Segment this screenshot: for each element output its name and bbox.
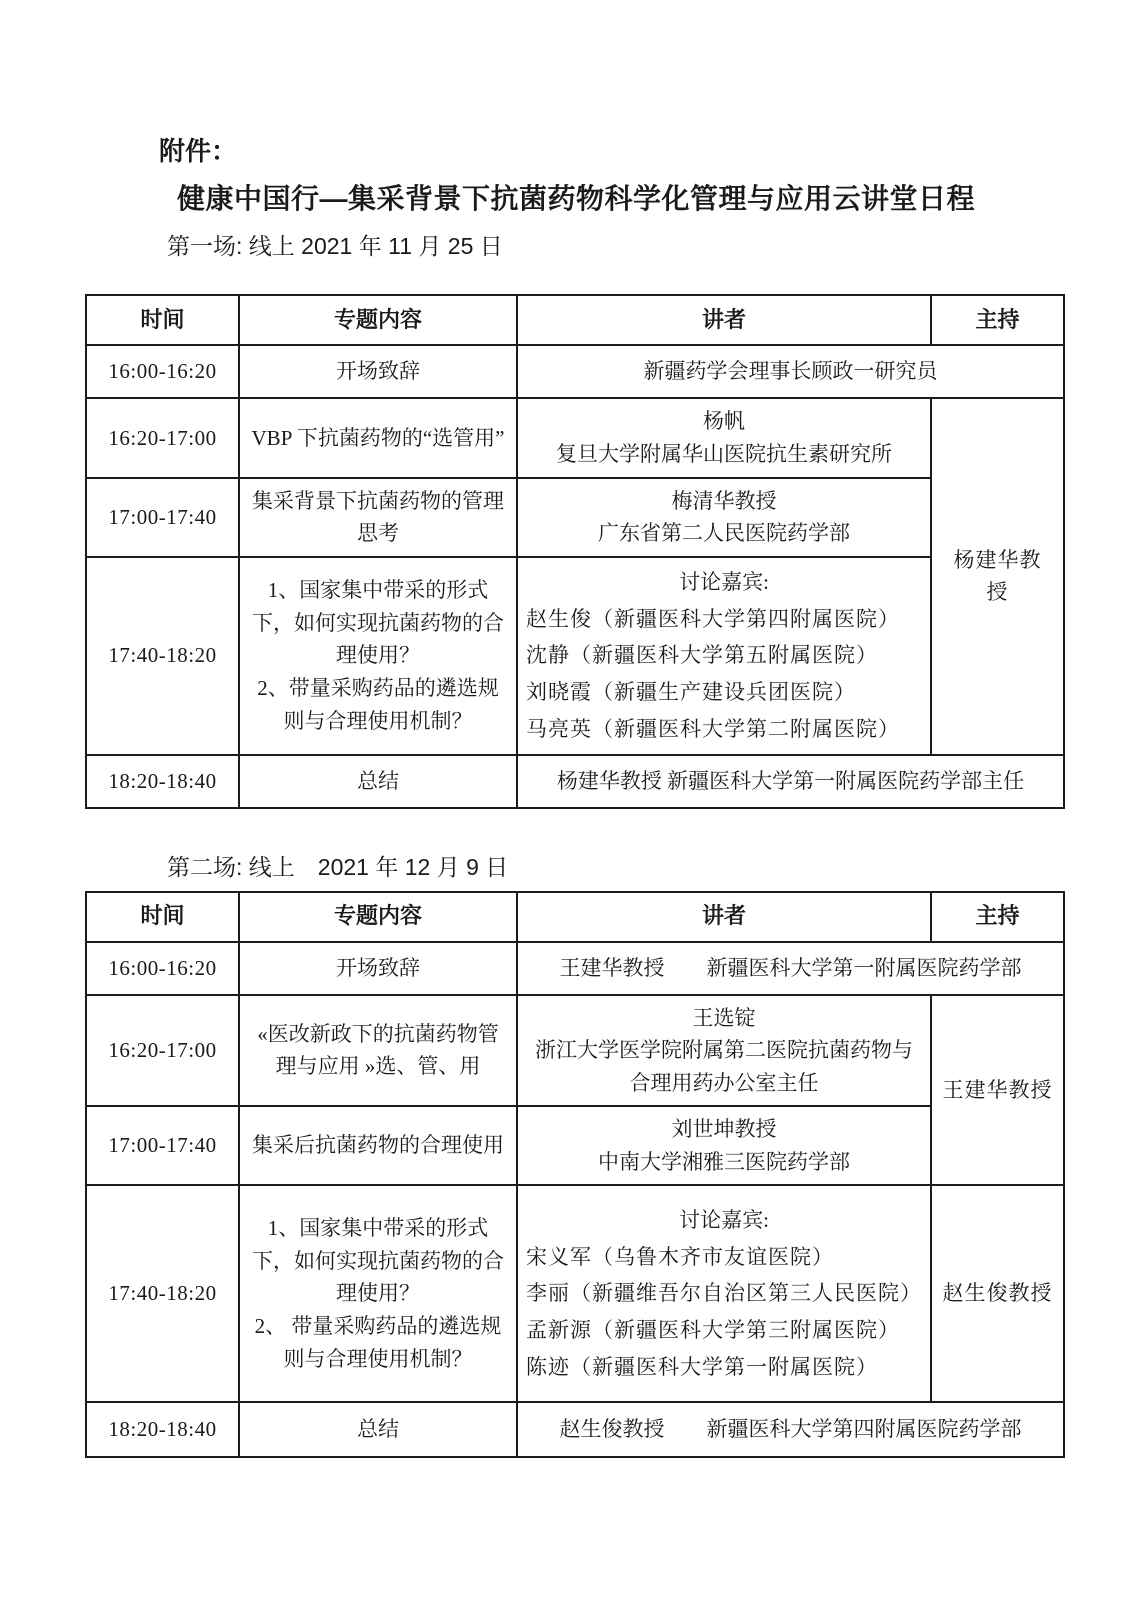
speaker-cell: 杨建华教授 新疆医科大学第一附属医院药学部主任 (517, 755, 1064, 808)
table-row (86, 1106, 1064, 1185)
host-cell: 赵生俊教授 (931, 1185, 1064, 1402)
table-row (86, 755, 1064, 808)
discussion-guests-label: 讨论嘉宾: (679, 569, 769, 594)
header-cell-topic: 专题内容 (239, 892, 517, 942)
topic-cell: VBP 下抗菌药物的“选管用” (239, 398, 517, 478)
speaker-name: 梅清华教授 (671, 488, 777, 513)
header-cell-time: 时间 (86, 295, 239, 345)
topic-cell: «医改新政下的抗菌药物管理与应用 »选、管、用 (239, 995, 517, 1107)
topic-cell: 总结 (239, 1402, 517, 1457)
speaker-name: 刘世坤教授 (671, 1117, 777, 1142)
time-cell: 16:20-17:00 (86, 398, 239, 478)
topic-cell: 集采后抗菌药物的合理使用 (239, 1106, 517, 1185)
session-1-table (85, 294, 1065, 809)
time-cell: 16:00-16:20 (86, 345, 239, 398)
time-cell: 17:00-17:40 (86, 1106, 239, 1185)
time-cell: 17:40-18:20 (86, 557, 239, 755)
time-cell: 18:20-18:40 (86, 755, 239, 808)
guest-name: 赵生俊（新疆医科大学第四附属医院） (526, 606, 900, 631)
header-cell-speaker: 讲者 (517, 892, 931, 942)
table-row (86, 557, 1064, 755)
speaker-org: 中南大学湘雅三医院药学部 (598, 1149, 850, 1174)
table-row (86, 942, 1064, 995)
speaker-cell (517, 478, 931, 557)
topic-cell: 开场致辞 (239, 345, 517, 398)
speaker-cell (517, 1185, 931, 1402)
time-cell: 18:20-18:40 (86, 1402, 239, 1457)
table-row (86, 995, 1064, 1107)
time-cell: 17:00-17:40 (86, 478, 239, 557)
speaker-cell (517, 1106, 931, 1185)
topic-item-2: 2、 带量采购药品的遴选规则与合理使用机制？ (254, 1314, 502, 1371)
speaker-cell: 赵生俊教授 新疆医科大学第四附属医院药学部 (517, 1402, 1064, 1457)
header-cell-speaker: 讲者 (517, 295, 931, 345)
speaker-name: 杨帆 (703, 409, 745, 434)
table-row (86, 478, 1064, 557)
time-cell: 16:20-17:00 (86, 995, 239, 1107)
guest-name: 马亮英（新疆医科大学第二附属医院） (526, 716, 900, 741)
session-2-heading: 第二场: 线上 2021 年 12 月 9 日 (167, 853, 509, 880)
discussion-guests-label: 讨论嘉宾: (679, 1207, 769, 1232)
topic-cell: 集采背景下抗菌药物的管理思考 (239, 478, 517, 557)
header-cell-host: 主持 (931, 892, 1064, 942)
speaker-org: 浙江大学医学院附属第二医院抗菌药物与合理用药办公室主任 (535, 1038, 913, 1095)
speaker-cell: 新疆药学会理事长顾政一研究员 (517, 345, 1064, 398)
speaker-org: 广东省第二人民医院药学部 (598, 521, 850, 546)
topic-item-2: 2、带量采购药品的遴选规则与合理使用机制？ (257, 676, 499, 733)
topic-cell (239, 1185, 517, 1402)
header-cell-topic: 专题内容 (239, 295, 517, 345)
speaker-cell (517, 398, 931, 478)
time-cell: 17:40-18:20 (86, 1185, 239, 1402)
guest-name: 宋义军（乌鲁木齐市友谊医院） (526, 1244, 834, 1269)
table-row (86, 398, 1064, 478)
guest-name: 沈静（新疆医科大学第五附属医院） (526, 643, 878, 668)
topic-cell: 开场致辞 (239, 942, 517, 995)
guest-name: 孟新源（新疆医科大学第三附属医院） (526, 1318, 900, 1343)
speaker-cell (517, 995, 931, 1107)
guest-name: 刘晓霞（新疆生产建设兵团医院） (526, 680, 856, 705)
session-1-heading: 第一场: 线上 2021 年 11 月 25 日 (167, 232, 503, 259)
topic-item-1: 1、国家集中带采的形式下，如何实现抗菌药物的合理使用？ (252, 578, 504, 668)
table-row (86, 1402, 1064, 1457)
speaker-org: 复旦大学附属华山医院抗生素研究所 (556, 441, 892, 466)
table-row (86, 345, 1064, 398)
time-cell: 16:00-16:20 (86, 942, 239, 995)
attachment-label: 附件： (159, 136, 238, 166)
topic-item-1: 1、国家集中带采的形式下，如何实现抗菌药物的合理使用？ (252, 1216, 504, 1306)
session-2-table (85, 891, 1065, 1459)
topic-cell: 总结 (239, 755, 517, 808)
table-row (86, 1185, 1064, 1402)
speaker-cell (517, 557, 931, 755)
document-title: 健康中国行—集采背景下抗菌药物科学化管理与应用云讲堂日程 (177, 182, 976, 214)
topic-cell (239, 557, 517, 755)
guest-name: 陈迹（新疆医科大学第一附属医院） (526, 1354, 878, 1379)
header-cell-host: 主持 (931, 295, 1064, 345)
header-cell-time: 时间 (86, 892, 239, 942)
speaker-name: 王选锭 (692, 1005, 756, 1030)
speaker-cell: 王建华教授 新疆医科大学第一附属医院药学部 (517, 942, 1064, 995)
table-header-row (86, 892, 1064, 942)
table-header-row (86, 295, 1064, 345)
host-cell: 杨建华教授 (931, 398, 1064, 755)
host-cell: 王建华教授 (931, 995, 1064, 1186)
guest-name: 李丽（新疆维吾尔自治区第三人民医院） (526, 1281, 922, 1306)
